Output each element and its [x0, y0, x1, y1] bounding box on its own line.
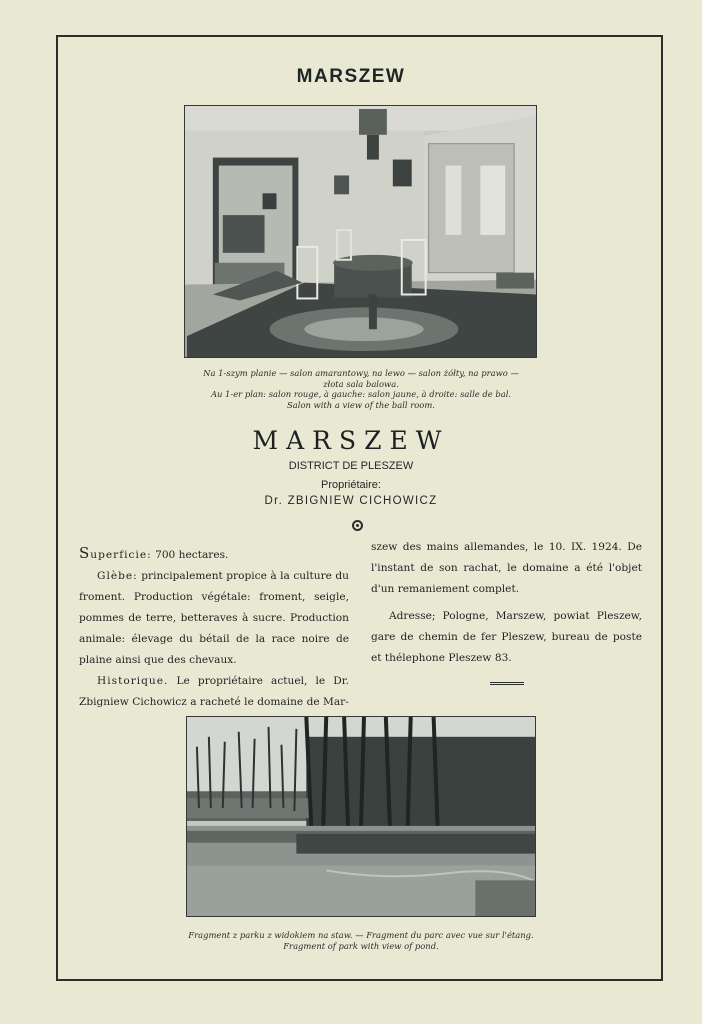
superficie-label-rest: uperficie:	[90, 549, 152, 561]
caption-line-polish-2: złota sala balowa.	[323, 378, 399, 389]
caption-line-french: Au 1-er plan: salon rouge, à gauche: salon jaune, à droite: salle de bal.	[210, 389, 512, 400]
column-end-rule	[490, 682, 524, 685]
historique-text-part2: szew des mains allemandes, le 10. IX. 1924. De l'instant de son rachat, le domaine a été l'objet d'un remaniement complet.	[371, 541, 642, 595]
historique-text-part1: Le propriétaire actuel, le Dr. Zbigniew Cichowicz a racheté le domaine de Mar-	[79, 675, 349, 708]
salon-photo-caption	[180, 368, 542, 410]
caption-line-english: Salon with a view of the ball room.	[287, 399, 435, 410]
page-header-title: MARSZEW	[296, 66, 406, 87]
salon-interior-photo	[184, 105, 537, 358]
park-caption-line-2: Fragment of park with view of pond.	[283, 940, 439, 951]
glebe-label: Glèbe:	[97, 570, 138, 582]
owner-name: Dr. ZBIGNIEW CICHOWICZ	[264, 495, 438, 507]
superficie-label	[79, 544, 152, 562]
superficie-initial: S	[79, 544, 91, 562]
glebe-text: principalement propice à la culture du froment. Production végétale: froment, seigle, pommes de terre, betteraves à sucre. Production animale: élevage du bétail de la race noire de plaine ainsi que des chevaux.	[79, 570, 349, 666]
historique-label: Historique.	[97, 675, 169, 687]
park-photo-caption	[170, 930, 552, 951]
address-text: Adresse; Pologne, Marszew, powiat Pleszew, gare de chemin de fer Pleszew, bureau de poste et thélephone Pleszew 83.	[371, 610, 642, 664]
superficie-value: 700 hectares.	[155, 549, 229, 561]
park-pond-photo	[186, 716, 536, 917]
estate-name: MARSZEW	[252, 426, 450, 455]
text-column-right	[371, 537, 642, 669]
caption-line-polish-1: Na 1-szym planie — salon amarantowy, na lewo — salon żółty, na prawo —	[203, 368, 519, 378]
park-caption-line-1: Fragment z parku z widokiem na staw. — Fragment du parc avec vue sur l'étang.	[188, 930, 534, 940]
owner-label: Propriétaire:	[321, 479, 381, 491]
text-column-left	[79, 543, 349, 713]
estate-district: DISTRICT DE PLESZEW	[288, 460, 414, 472]
ornament-circle	[352, 520, 363, 531]
